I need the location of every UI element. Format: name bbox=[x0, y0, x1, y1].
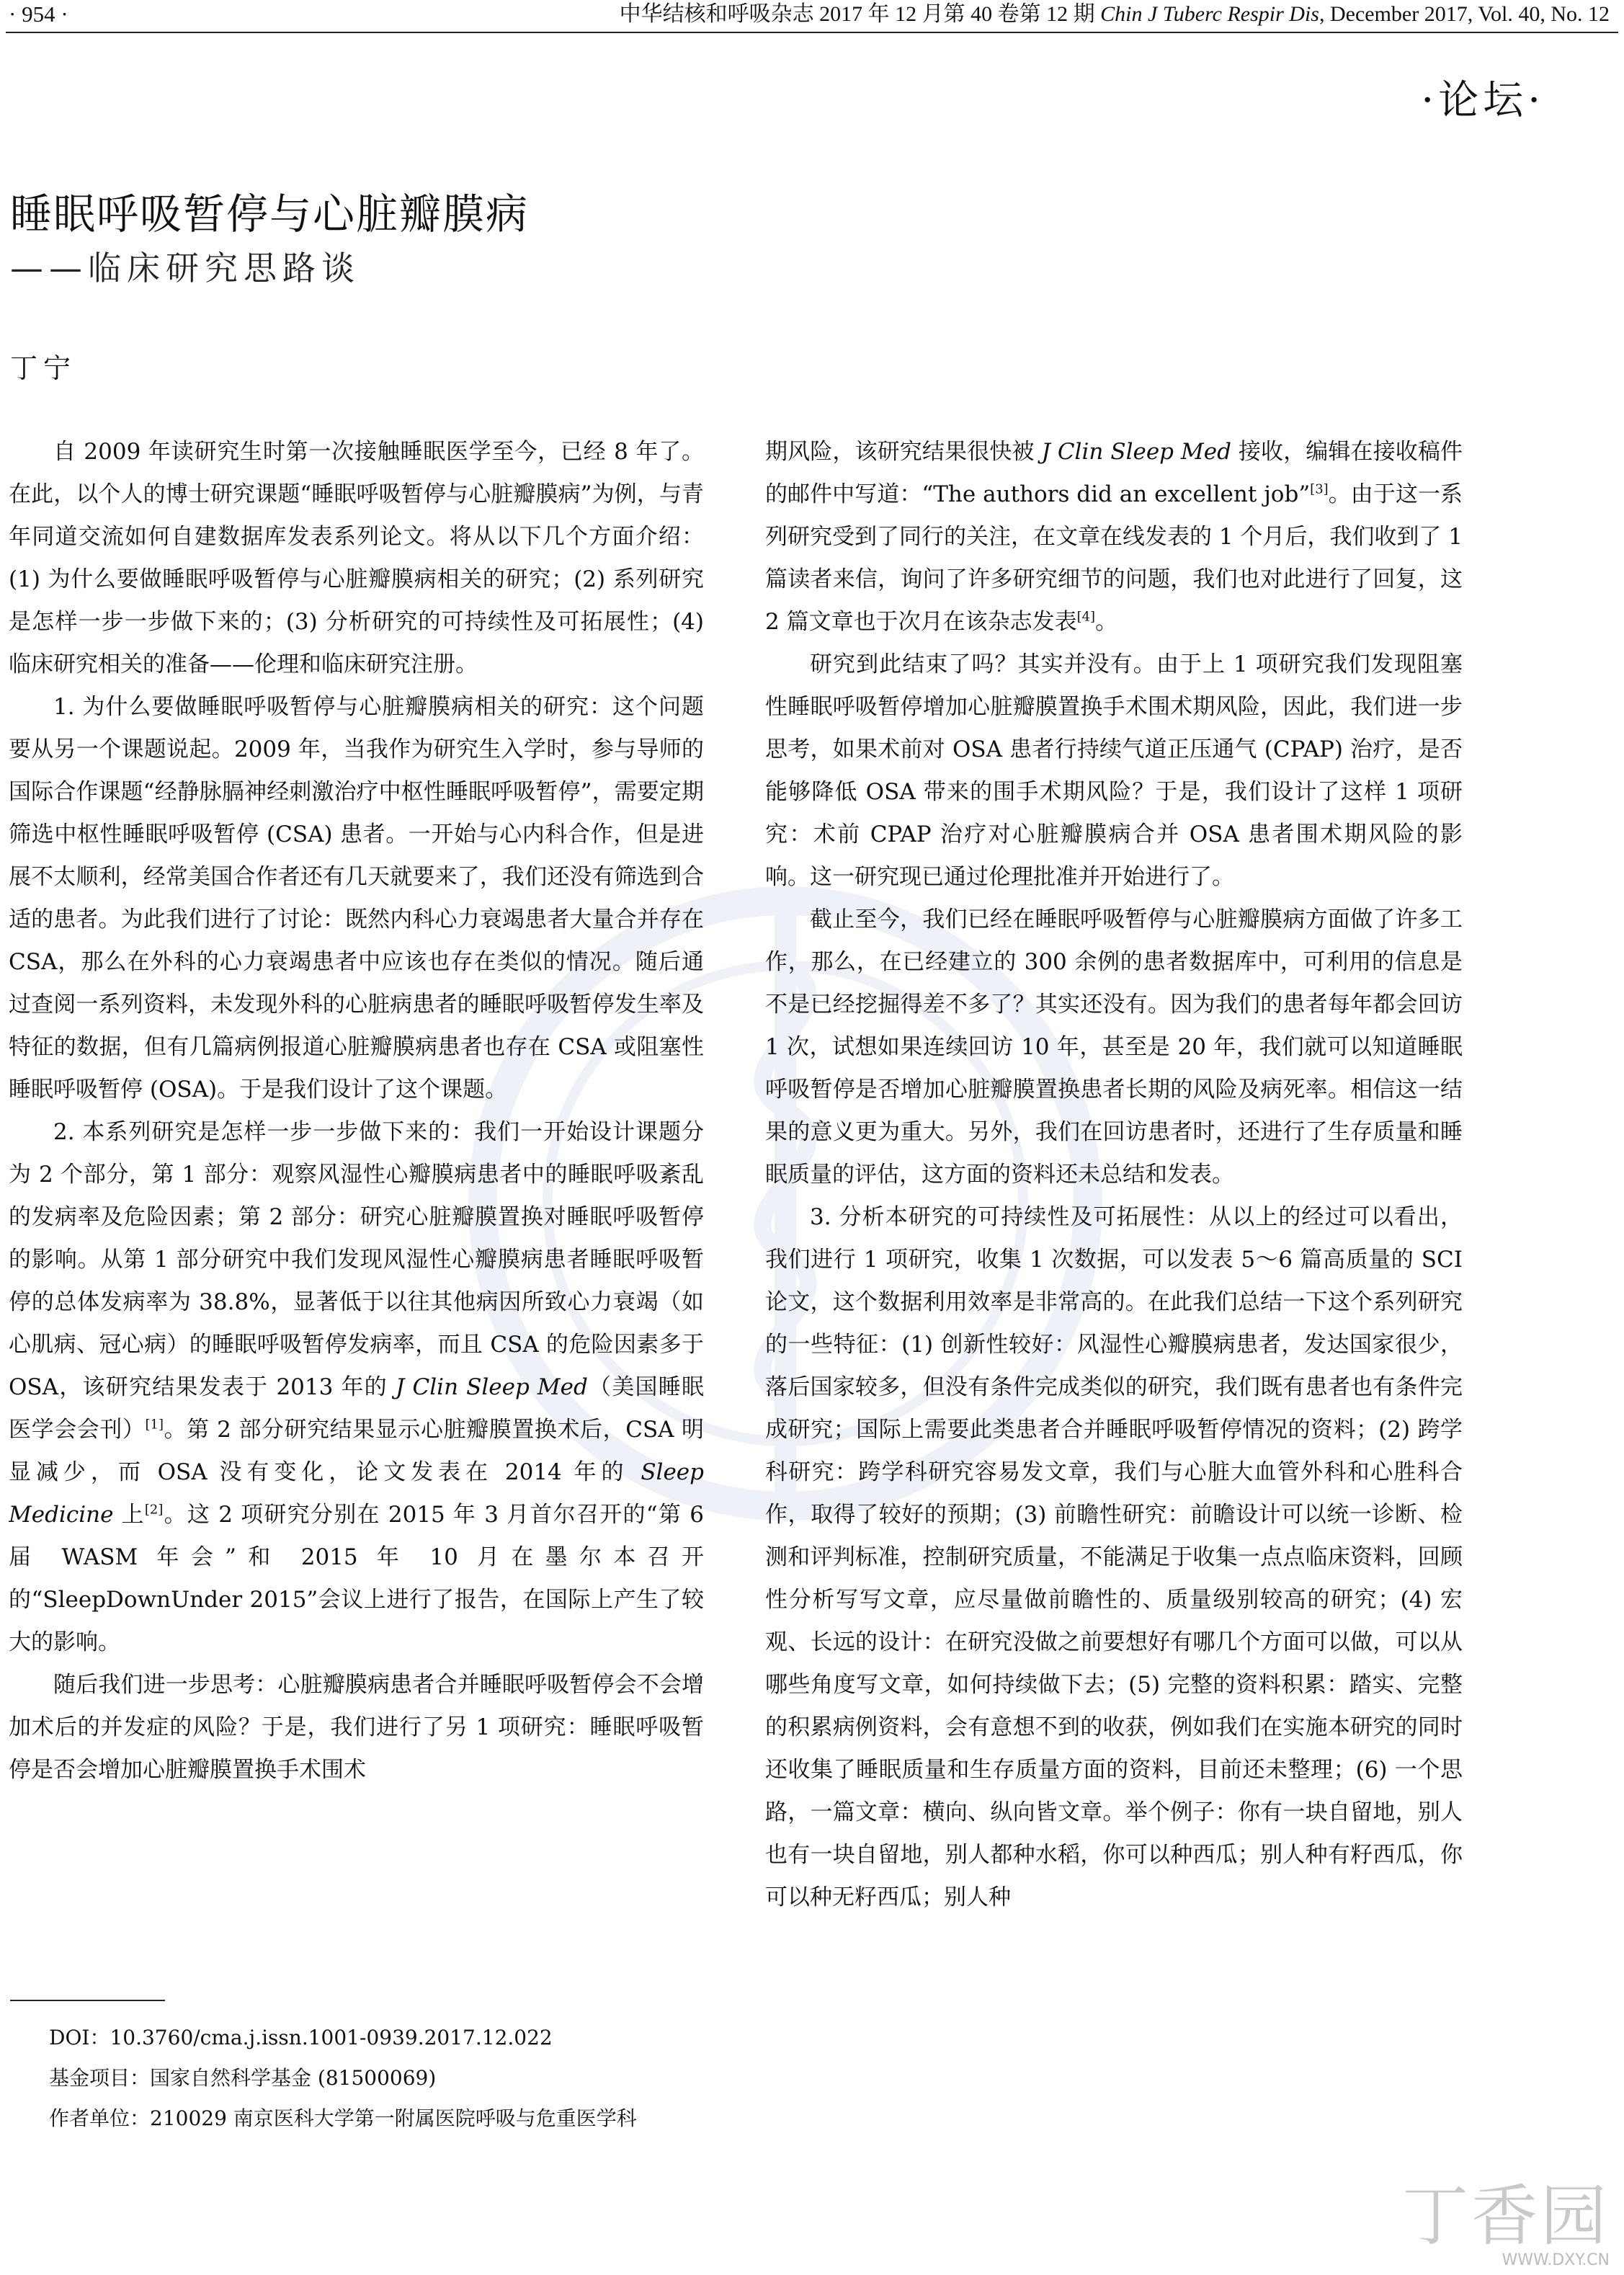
paragraph-next-study: 研究到此结束了吗？其实并没有。由于上 1 项研究我们发现阻塞性睡眠呼吸暂停增加心脏瓣膜置换手术围术期风险，因此，我们进一步思考，如果术前对 OSA 患者行持续气道正压通气 (CPAP) 治疗，是否能够降低 OSA 带来的围手术期风险？于是，我们设计了这样 1 项研究：术前 CPAP 治疗对心脏瓣膜病合并 OSA 患者围术期风险的影响。这一研究现已通过伦理批准并开始进行了。 bbox=[765, 651, 1463, 890]
body-column-right bbox=[765, 431, 1463, 2269]
footnotes bbox=[9, 2018, 704, 2139]
paragraph-section-3: 3. 分析本研究的可持续性及可拓展性：从以上的经过可以看出，我们进行 1 项研究，收集 1 次数据，可以发表 5～6 篇高质量的 SCI 论文，这个数据利用效率是非常高的。在此我们总结一下这个系列研究的一些特征：(1) 创新性较好：风湿性心瓣膜病患者，发达国家很少，落后国家较多，但没有条件完成类似的研究，我们既有患者也有条件完成研究；国际上需要此类患者合并睡眠呼吸暂停情况的资料；(2) 跨学科研究：跨学科研究容易发文章，我们与心脏大血管外科和心胜科合作，取得了较好的预期；(3) 前瞻性研究：前瞻设计可以统一诊断、检测和评判标准，控制研究质量，不能满足于收集一点点临床资料，回顾性分析写写文章，应尽量做前瞻性的、质量级别较高的研究；(4) 宏观、长远的设计：在研究没做之前要想好有哪几个方面可以做，可以从哪些角度写文章，如何持续做下去；(5) 完整的资料积累：踏实、完整的积累病例资料，会有意想不到的收获，例如我们在实施本研究的同时还收集了睡眠质量和生存质量方面的资料，目前还未整理；(6) 一个思路，一篇文章：横向、纵向皆文章。举个例子：你有一块自留地，别人也有一块自留地，别人都种水稻，你可以种西瓜；别人种有籽西瓜，你可以种无籽西瓜；别人种 bbox=[765, 1204, 1463, 1910]
paragraph-continued: 期风险，该研究结果很快被 J Clin Sleep Med 接收，编辑在接收稿件的邮件中写道：“The authors did an excellent job”[3]。由于这一系列研究受到了同行的关注，在文章在线发表的 1 个月后，我们收到了 1 篇读者来信，询问了许多研究细节的问题，我们也对此进行了回复，这 2 篇文章也于次月在该杂志发表[4]。 bbox=[765, 439, 1463, 635]
journal-name-en: Chin J Tuberc Respir Dis bbox=[1100, 2, 1319, 26]
journal-name: J Clin Sleep Med bbox=[1041, 439, 1231, 465]
running-header bbox=[0, 0, 1624, 32]
reference-marker[interactable]: [2] bbox=[144, 1502, 164, 1518]
article-title: 睡眠呼吸暂停与心脏瓣膜病 bbox=[10, 190, 530, 239]
reference-marker[interactable]: [4] bbox=[1076, 609, 1096, 625]
article-subtitle: ——临床研究思路谈 bbox=[10, 249, 360, 288]
footnote-fund: 基金项目：国家自然科学基金 (81500069) bbox=[49, 2066, 437, 2090]
journal-citation bbox=[333, 0, 1610, 29]
reference-marker[interactable]: [1] bbox=[145, 1417, 164, 1433]
body-column-left bbox=[9, 431, 704, 1980]
dxy-watermark-logo bbox=[1401, 2178, 1610, 2269]
section-label: ·论坛· bbox=[1421, 77, 1545, 124]
footnote-rule bbox=[10, 2000, 165, 2001]
paragraph-section-2: 2. 本系列研究是怎样一步一步做下来的：我们一开始设计课题分为 2 个部分，第 1 部分：观察风湿性心瓣膜病患者中的睡眠呼吸紊乱的发病率及危险因素；第 2 部分：研究心脏瓣膜置换对睡眠呼吸暂停的影响。从第 1 部分研究中我们发现风湿性心瓣膜病患者睡眠呼吸暂停的总体发病率为 38.8%，显著低于以往其他病因所致心力衰竭（如心肌病、冠心病）的睡眠呼吸暂停发病率，而且 CSA 的危险因素多于 OSA，该研究结果发表于 2013 年的 J Clin Sleep Med（美国睡眠医学会会刊）[1]。第 2 部分研究结果显示心脏瓣膜置换术后，CSA 明显减少，而 OSA 没有变化，论文发表在 2014 年的 Sleep Medicine 上[2]。这 2 项研究分别在 2015 年 3 月首尔召开的“第 6 届 WASM 年会”和 2015 年 10 月在墨尔本召开的“SleepDownUnder 2015”会议上进行了报告，在国际上产生了较大的影响。 bbox=[9, 1119, 704, 1655]
page-number: · 954 · bbox=[9, 1, 68, 27]
author-name: 丁宁 bbox=[10, 352, 77, 384]
journal-name: J Clin Sleep Med bbox=[396, 1374, 588, 1400]
paragraph-database: 截止至今，我们已经在睡眠呼吸暂停与心脏瓣膜病方面做了许多工作，那么，在已经建立的 300 余例的患者数据库中，可利用的信息是不是已经挖掘得差不多了？其实还没有。因为我们的患者每年都会回访 1 次，试想如果连续回访 10 年，甚至是 20 年，我们就可以知道睡眠呼吸暂停是否增加心脏瓣膜置换患者长期的风险及病死率。相信这一结果的意义更为重大。另外，我们在回访患者时，还进行了生存质量和睡眠质量的评估，这方面的资料还未总结和发表。 bbox=[765, 907, 1463, 1188]
journal-issue-en: , December 2017, Vol. 40, No. 12 bbox=[1319, 2, 1610, 26]
dxy-logo-url: WWW.DXY.CN bbox=[1502, 2251, 1610, 2269]
reference-marker[interactable]: [3] bbox=[1310, 481, 1329, 497]
footnote-affiliation: 作者单位：210029 南京医科大学第一附属医院呼吸与危重医学科 bbox=[49, 2106, 637, 2130]
footnote-doi: DOI：10.3760/cma.j.issn.1001-0939.2017.12.022 bbox=[49, 2026, 553, 2049]
paragraph-section-1: 1. 为什么要做睡眠呼吸暂停与心脏瓣膜病相关的研究：这个问题要从另一个课题说起。2009 年，当我作为研究生入学时，参与导师的国际合作课题“经静脉膈神经刺激治疗中枢性睡眠呼吸暂停”，需要定期筛选中枢性睡眠呼吸暂停 (CSA) 患者。一开始与心内科合作，但是进展不太顺利，经常美国合作者还有几天就要来了，我们还没有筛选到合适的患者。为此我们进行了讨论：既然内科心力衰竭患者大量合并存在 CSA，那么在外科的心力衰竭患者中应该也存在类似的情况。随后通过查阅一系列资料，未发现外科的心脏病患者的睡眠呼吸暂停发生率及特征的数据，但有几篇病例报道心脏瓣膜病患者也存在 CSA 或阻塞性睡眠呼吸暂停 (OSA)。于是我们设计了这个课题。 bbox=[9, 694, 704, 1103]
paragraph-intro: 自 2009 年读研究生时第一次接触睡眠医学至今，已经 8 年了。在此，以个人的博士研究课题“睡眠呼吸暂停与心脏瓣膜病”为例，与青年同道交流如何自建数据库发表系列论文。将从以下几个方面介绍：(1) 为什么要做睡眠呼吸暂停与心脏瓣膜病相关的研究；(2) 系列研究是怎样一步一步做下来的；(3) 分析研究的可持续性及可拓展性；(4) 临床研究相关的准备——伦理和临床研究注册。 bbox=[9, 439, 704, 677]
journal-name-cn: 中华结核和呼吸杂志 2017 年 12 月第 40 卷第 12 期 bbox=[619, 2, 1095, 26]
header-rule bbox=[6, 32, 1618, 33]
paragraph-followup-study: 随后我们进一步思考：心脏瓣膜病患者合并睡眠呼吸暂停会不会增加术后的并发症的风险？于是，我们进行了另 1 项研究：睡眠呼吸暂停是否会增加心脏瓣膜置换手术围术 bbox=[9, 1672, 704, 1783]
dxy-logo-mark: 丁香园 bbox=[1401, 2178, 1610, 2255]
journal-name: Sleep Medicine bbox=[9, 1459, 704, 1528]
